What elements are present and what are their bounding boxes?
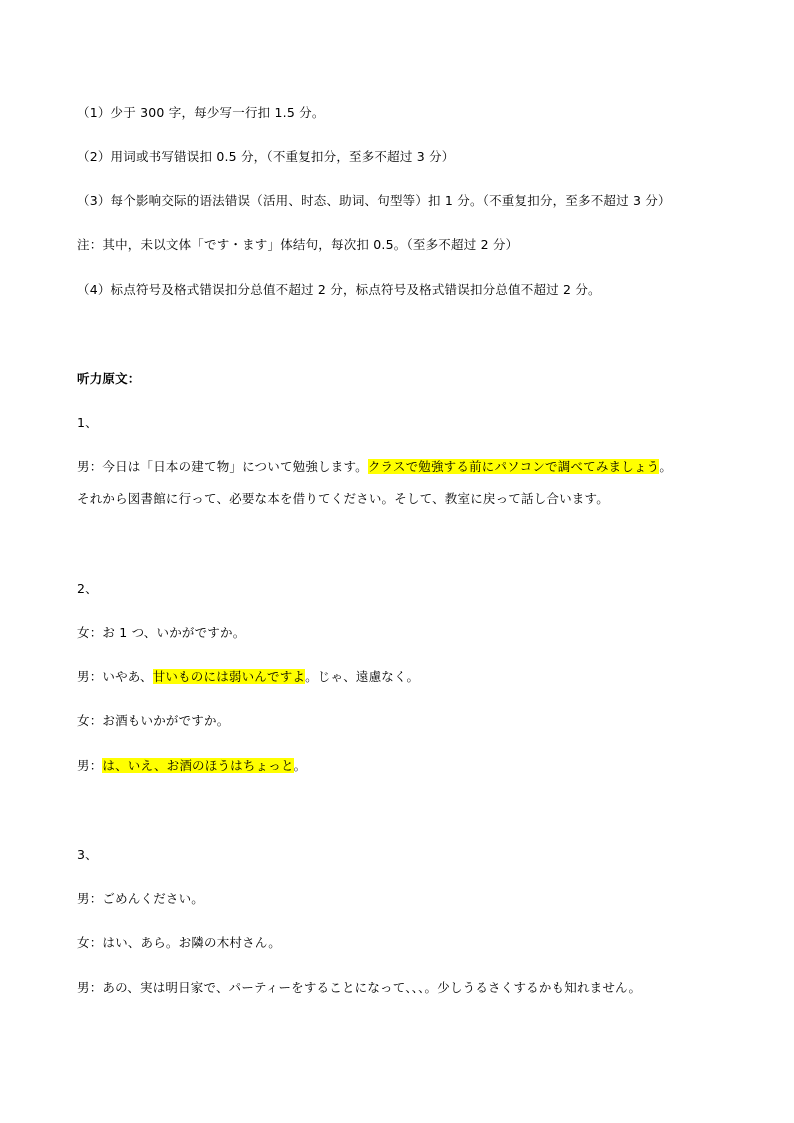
- highlighted-answer: クラスで勉強する前にパソコンで調べてみましょう: [367, 459, 660, 474]
- question-1-line-1: [77, 458, 672, 476]
- rule-2: （2）用词或书写错误扣 0.5 分，（不重复扣分，至多不超过 3 分）: [77, 149, 455, 164]
- question-2-line-1: 女：お 1 つ、いかがですか。: [77, 625, 246, 640]
- rule-4: （4）标点符号及格式错误扣分总值不超过 2 分，标点符号及格式错误扣分总值不超过 2 分。: [77, 282, 601, 297]
- question-3-line-1: 男：ごめんください。: [77, 891, 205, 906]
- highlighted-answer: 甘いものには弱いんですよ: [152, 669, 306, 684]
- dialogue-text: 男：いやあ、: [77, 669, 153, 684]
- listening-heading: 听力原文：: [77, 371, 141, 386]
- highlighted-answer: は、いえ、お酒のほうはちょっと: [102, 758, 294, 773]
- question-2-line-3: 女：お酒もいかがですか。: [77, 713, 230, 728]
- dialogue-text: 。: [293, 758, 307, 773]
- dialogue-text: 男：: [77, 758, 103, 773]
- question-2-line-2: [77, 668, 419, 686]
- dialogue-text: 。: [659, 459, 673, 474]
- question-2-number: 2、: [77, 581, 98, 596]
- question-3-number: 3、: [77, 847, 98, 862]
- question-2-line-4: [77, 757, 306, 775]
- dialogue-text: 。じゃ、遠慮なく。: [305, 669, 420, 684]
- dialogue-text: 男：今日は「日本の建て物」について勉強します。: [77, 459, 368, 474]
- question-3-line-3: 男：あの、実は明日家で、パーティーをすることになって、、、。少しうるさくするかも知れません。: [77, 980, 642, 995]
- rule-1: （1）少于 300 字，每少写一行扣 1.5 分。: [77, 105, 325, 120]
- question-1-line-2: それから図書館に行って、必要な本を借りてください。そして、教室に戻って話し合います。: [77, 491, 609, 506]
- question-1-number: 1、: [77, 415, 98, 430]
- question-3-line-2: 女：はい、あら。お隣の木村さん。: [77, 935, 281, 950]
- rule-note: 注：其中，未以文体「です・ます」体结句，每次扣 0.5。（至多不超过 2 分）: [77, 237, 519, 252]
- rule-3: （3）每个影响交际的语法错误（活用、时态、助词、句型等）扣 1 分。（不重复扣分，至多不超过 3 分）: [77, 193, 671, 208]
